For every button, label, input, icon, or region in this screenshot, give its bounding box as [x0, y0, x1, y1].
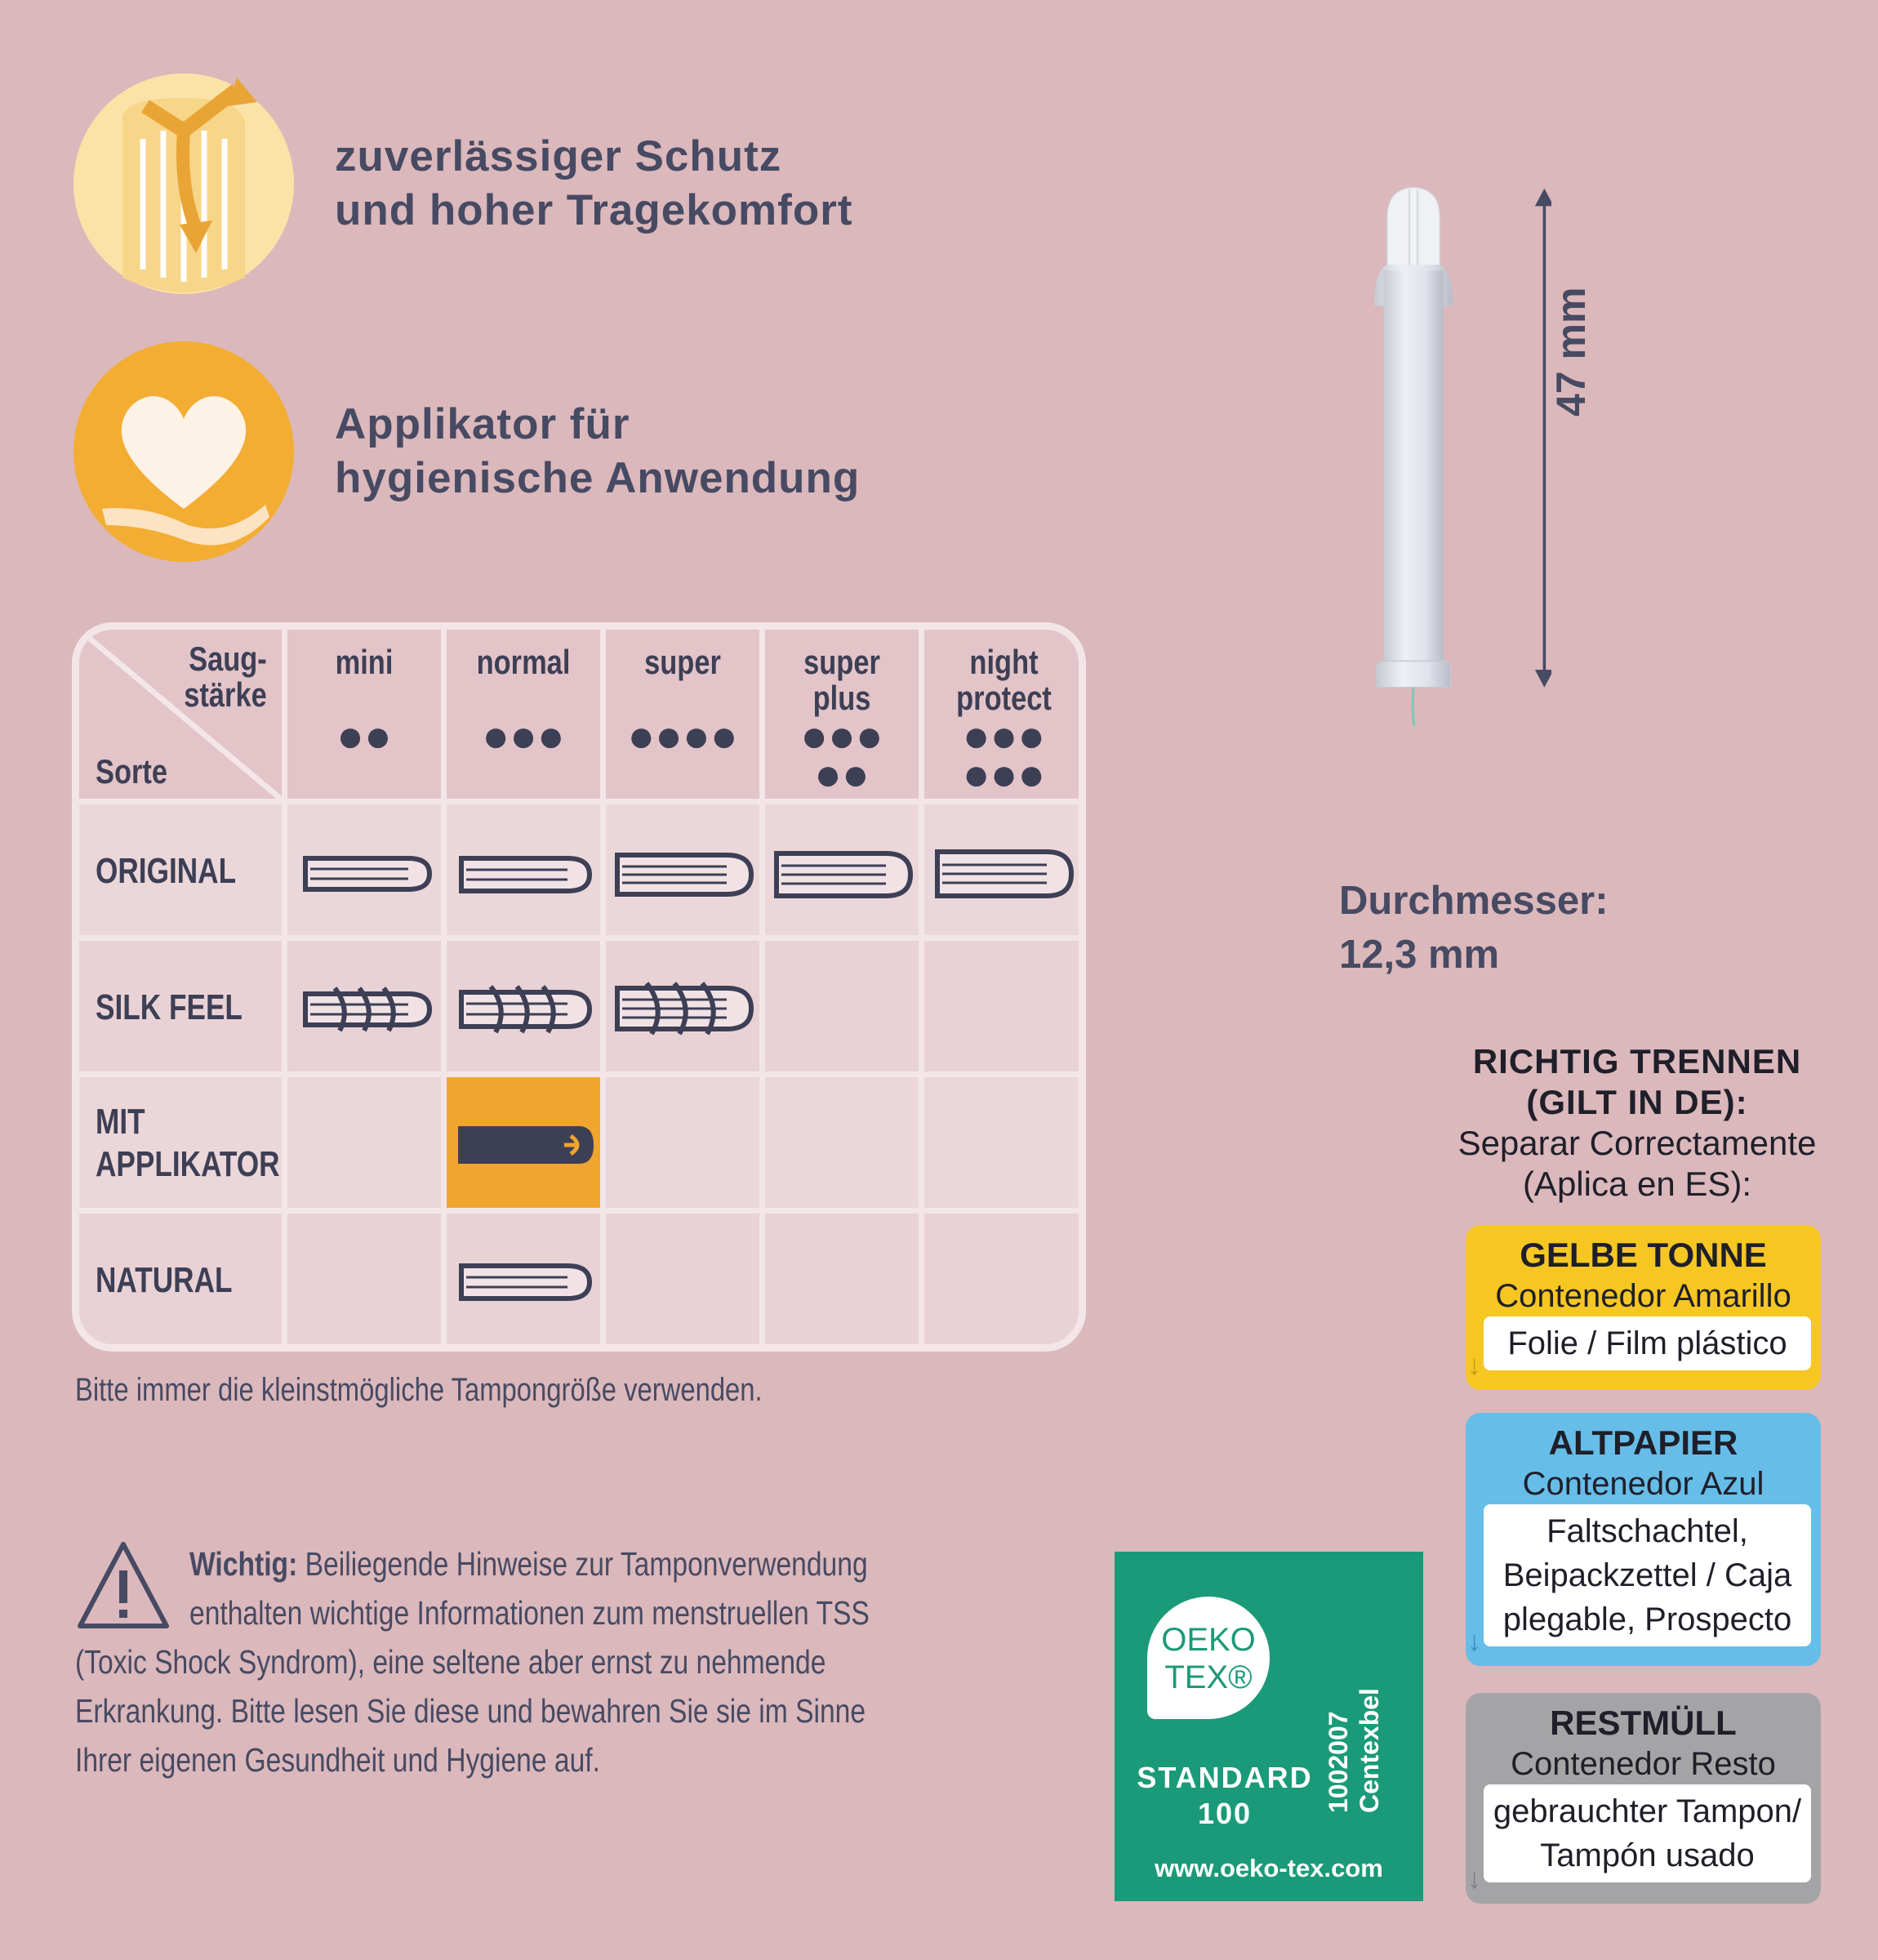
table-cell	[606, 1077, 765, 1214]
corner-absorbency-label-2: stärke	[184, 675, 267, 714]
tss-warning	[75, 1539, 1006, 1784]
bin-subtitle: Contenedor Azul	[1522, 1466, 1765, 1502]
col-header-label-2: plus	[812, 679, 871, 717]
bin-title: GELBE TONNE	[1520, 1236, 1767, 1274]
row-label-text: NATURAL	[96, 1260, 233, 1300]
arrow-down-icon: ↓	[1467, 1350, 1481, 1381]
tampon-original-icon	[302, 855, 433, 893]
warning-line-1: Beiliegende Hinweise zur Tamponverwendung	[297, 1545, 868, 1583]
bin-content: gebrauchter Tampon/	[1493, 1793, 1802, 1829]
table-cell	[287, 1214, 447, 1352]
tampon-natural-icon	[458, 1263, 593, 1302]
row-label-silk-feel	[79, 941, 287, 1077]
corner-absorbency-label: Saug-	[189, 639, 267, 678]
oeko-logo-text-1: OEKO	[1161, 1622, 1256, 1658]
warning-icon	[75, 1539, 171, 1631]
feature-1-line-1: zuverlässiger Schutz	[335, 132, 782, 180]
bin-subtitle: Contenedor Amarillo	[1495, 1278, 1791, 1314]
col-header-label: super	[803, 643, 880, 681]
tampon-original-icon	[773, 850, 914, 899]
feature-2-line-2: hygienische Anwendung	[335, 454, 861, 502]
drops-icon: ●●●	[482, 710, 565, 761]
heart-hand-icon	[73, 341, 294, 562]
table-cell	[447, 1214, 606, 1352]
bin-title: ALTPAPIER	[1548, 1423, 1738, 1462]
col-header-mini	[287, 630, 447, 804]
waste-separation-title	[1380, 1041, 1878, 1205]
separation-title-2: (GILT IN DE):	[1526, 1083, 1748, 1121]
oeko-certificate-code: 1002007	[1324, 1711, 1353, 1813]
bin-yellow	[1466, 1225, 1821, 1390]
table-cell	[606, 804, 765, 941]
oeko-standard: STANDARD	[1137, 1761, 1313, 1794]
feature-protection	[73, 74, 852, 294]
table-cell	[447, 804, 606, 941]
bin-paper	[1466, 1413, 1821, 1666]
table-cell	[924, 804, 1084, 941]
bin-content-2: Tampón usado	[1540, 1838, 1755, 1873]
arrow-down-icon: ↓	[1467, 1626, 1481, 1657]
bin-subtitle: Contenedor Resto	[1511, 1746, 1776, 1782]
table-cell	[287, 1077, 447, 1214]
oeko-testing-institute: Centexbel	[1355, 1688, 1384, 1813]
bin-content-2: Beipackzettel / Caja	[1502, 1557, 1792, 1593]
tampon-silk-feel-icon	[302, 987, 433, 1032]
diameter-value: 12,3 mm	[1339, 933, 1500, 977]
col-header-label: mini	[335, 643, 394, 681]
drops-icon: ●●	[336, 710, 392, 761]
row-label-text: ORIGINAL	[96, 851, 237, 891]
drops-icon: ●●●	[962, 748, 1046, 800]
warning-line-4: Erkrankung. Bitte lesen Sie diese und bewahren Sie sie im Sinne	[75, 1692, 866, 1730]
absorbency-table	[72, 622, 1086, 1352]
table-cell	[765, 1214, 924, 1352]
oeko-tex-label	[1115, 1552, 1423, 1901]
drops-icon: ●●	[814, 748, 870, 800]
warning-line-2: enthalten wichtige Informationen zum menstruellen TSS	[189, 1594, 870, 1632]
separation-sub-1: Separar Correctamente	[1457, 1124, 1817, 1162]
separation-title-1: RICHTIG TRENNEN	[1472, 1042, 1802, 1080]
diameter-info	[1339, 874, 1609, 982]
table-cell	[287, 941, 447, 1077]
bin-content: Faltschachtel,	[1546, 1513, 1748, 1549]
size-note: Bitte immer die kleinstmögliche Tampongröße verwenden.	[75, 1372, 763, 1408]
warning-bold-label: Wichtig:	[189, 1545, 298, 1583]
oeko-logo-text-2: TEX®	[1164, 1659, 1253, 1695]
bin-residual	[1466, 1693, 1821, 1904]
table-cell	[924, 1214, 1084, 1352]
tampon-applicator-illustration	[1364, 74, 1551, 849]
drops-icon: ●●●●	[627, 710, 738, 761]
table-cell	[287, 804, 447, 941]
tampon-arrows-icon	[73, 74, 294, 294]
table-cell	[765, 804, 924, 941]
feature-2-line-1: Applikator für	[335, 400, 630, 448]
drops-icon: ●●●	[800, 710, 883, 761]
oeko-standard-number: 100	[1197, 1797, 1253, 1830]
table-cell	[924, 1077, 1084, 1214]
col-header-super	[606, 630, 765, 804]
row-label-mit-applikator	[79, 1077, 287, 1214]
row-label-text-2: APPLIKATOR	[96, 1144, 280, 1184]
tampon-silk-feel-icon	[614, 982, 754, 1036]
oeko-url: www.oeko-tex.com	[1155, 1854, 1383, 1882]
col-header-label: normal	[476, 643, 571, 681]
separation-sub-2: (Aplica en ES):	[1522, 1165, 1752, 1203]
tampon-applicator-icon	[456, 1125, 595, 1165]
tampon-original-icon	[934, 849, 1075, 899]
length-label: 47 mm	[1548, 287, 1594, 416]
table-corner	[79, 630, 287, 804]
table-cell	[924, 941, 1084, 1077]
table-cell	[765, 941, 924, 1077]
table-cell	[606, 1214, 765, 1352]
row-label-text: SILK FEEL	[96, 987, 243, 1027]
col-header-super-plus	[765, 630, 924, 804]
table-cell-highlighted	[447, 1077, 606, 1214]
bin-content: Folie / Film plástico	[1507, 1325, 1787, 1361]
bin-title: RESTMÜLL	[1550, 1704, 1737, 1742]
bin-content-3: plegable, Prospecto	[1502, 1601, 1792, 1637]
col-header-label: super	[644, 643, 721, 681]
table-cell	[765, 1077, 924, 1214]
table-cell	[447, 941, 606, 1077]
row-label-original	[79, 804, 287, 941]
warning-line-5: Ihrer eigenen Gesundheit und Hygiene auf.	[75, 1741, 600, 1779]
col-header-label: night	[969, 643, 1039, 681]
corner-type-label: Sorte	[96, 752, 168, 791]
feature-applicator	[73, 341, 860, 562]
drops-icon: ●●●	[962, 710, 1046, 761]
row-label-text: MIT	[96, 1102, 145, 1142]
tampon-silk-feel-icon	[458, 985, 593, 1034]
oeko-tex-logo	[1147, 1597, 1270, 1719]
row-label-natural	[79, 1214, 287, 1352]
feature-1-line-2: und hoher Tragekomfort	[335, 186, 853, 234]
tampon-original-icon	[458, 855, 593, 894]
table-cell	[606, 941, 765, 1077]
arrow-down-icon: ↓	[1467, 1864, 1481, 1895]
tampon-original-icon	[614, 852, 754, 898]
warning-line-3: (Toxic Shock Syndrom), eine seltene aber ernst zu nehmende	[75, 1643, 826, 1681]
col-header-night-protect	[924, 630, 1084, 804]
col-header-normal	[447, 630, 606, 804]
col-header-label-2: protect	[956, 679, 1052, 717]
diameter-label: Durchmesser:	[1339, 879, 1609, 923]
